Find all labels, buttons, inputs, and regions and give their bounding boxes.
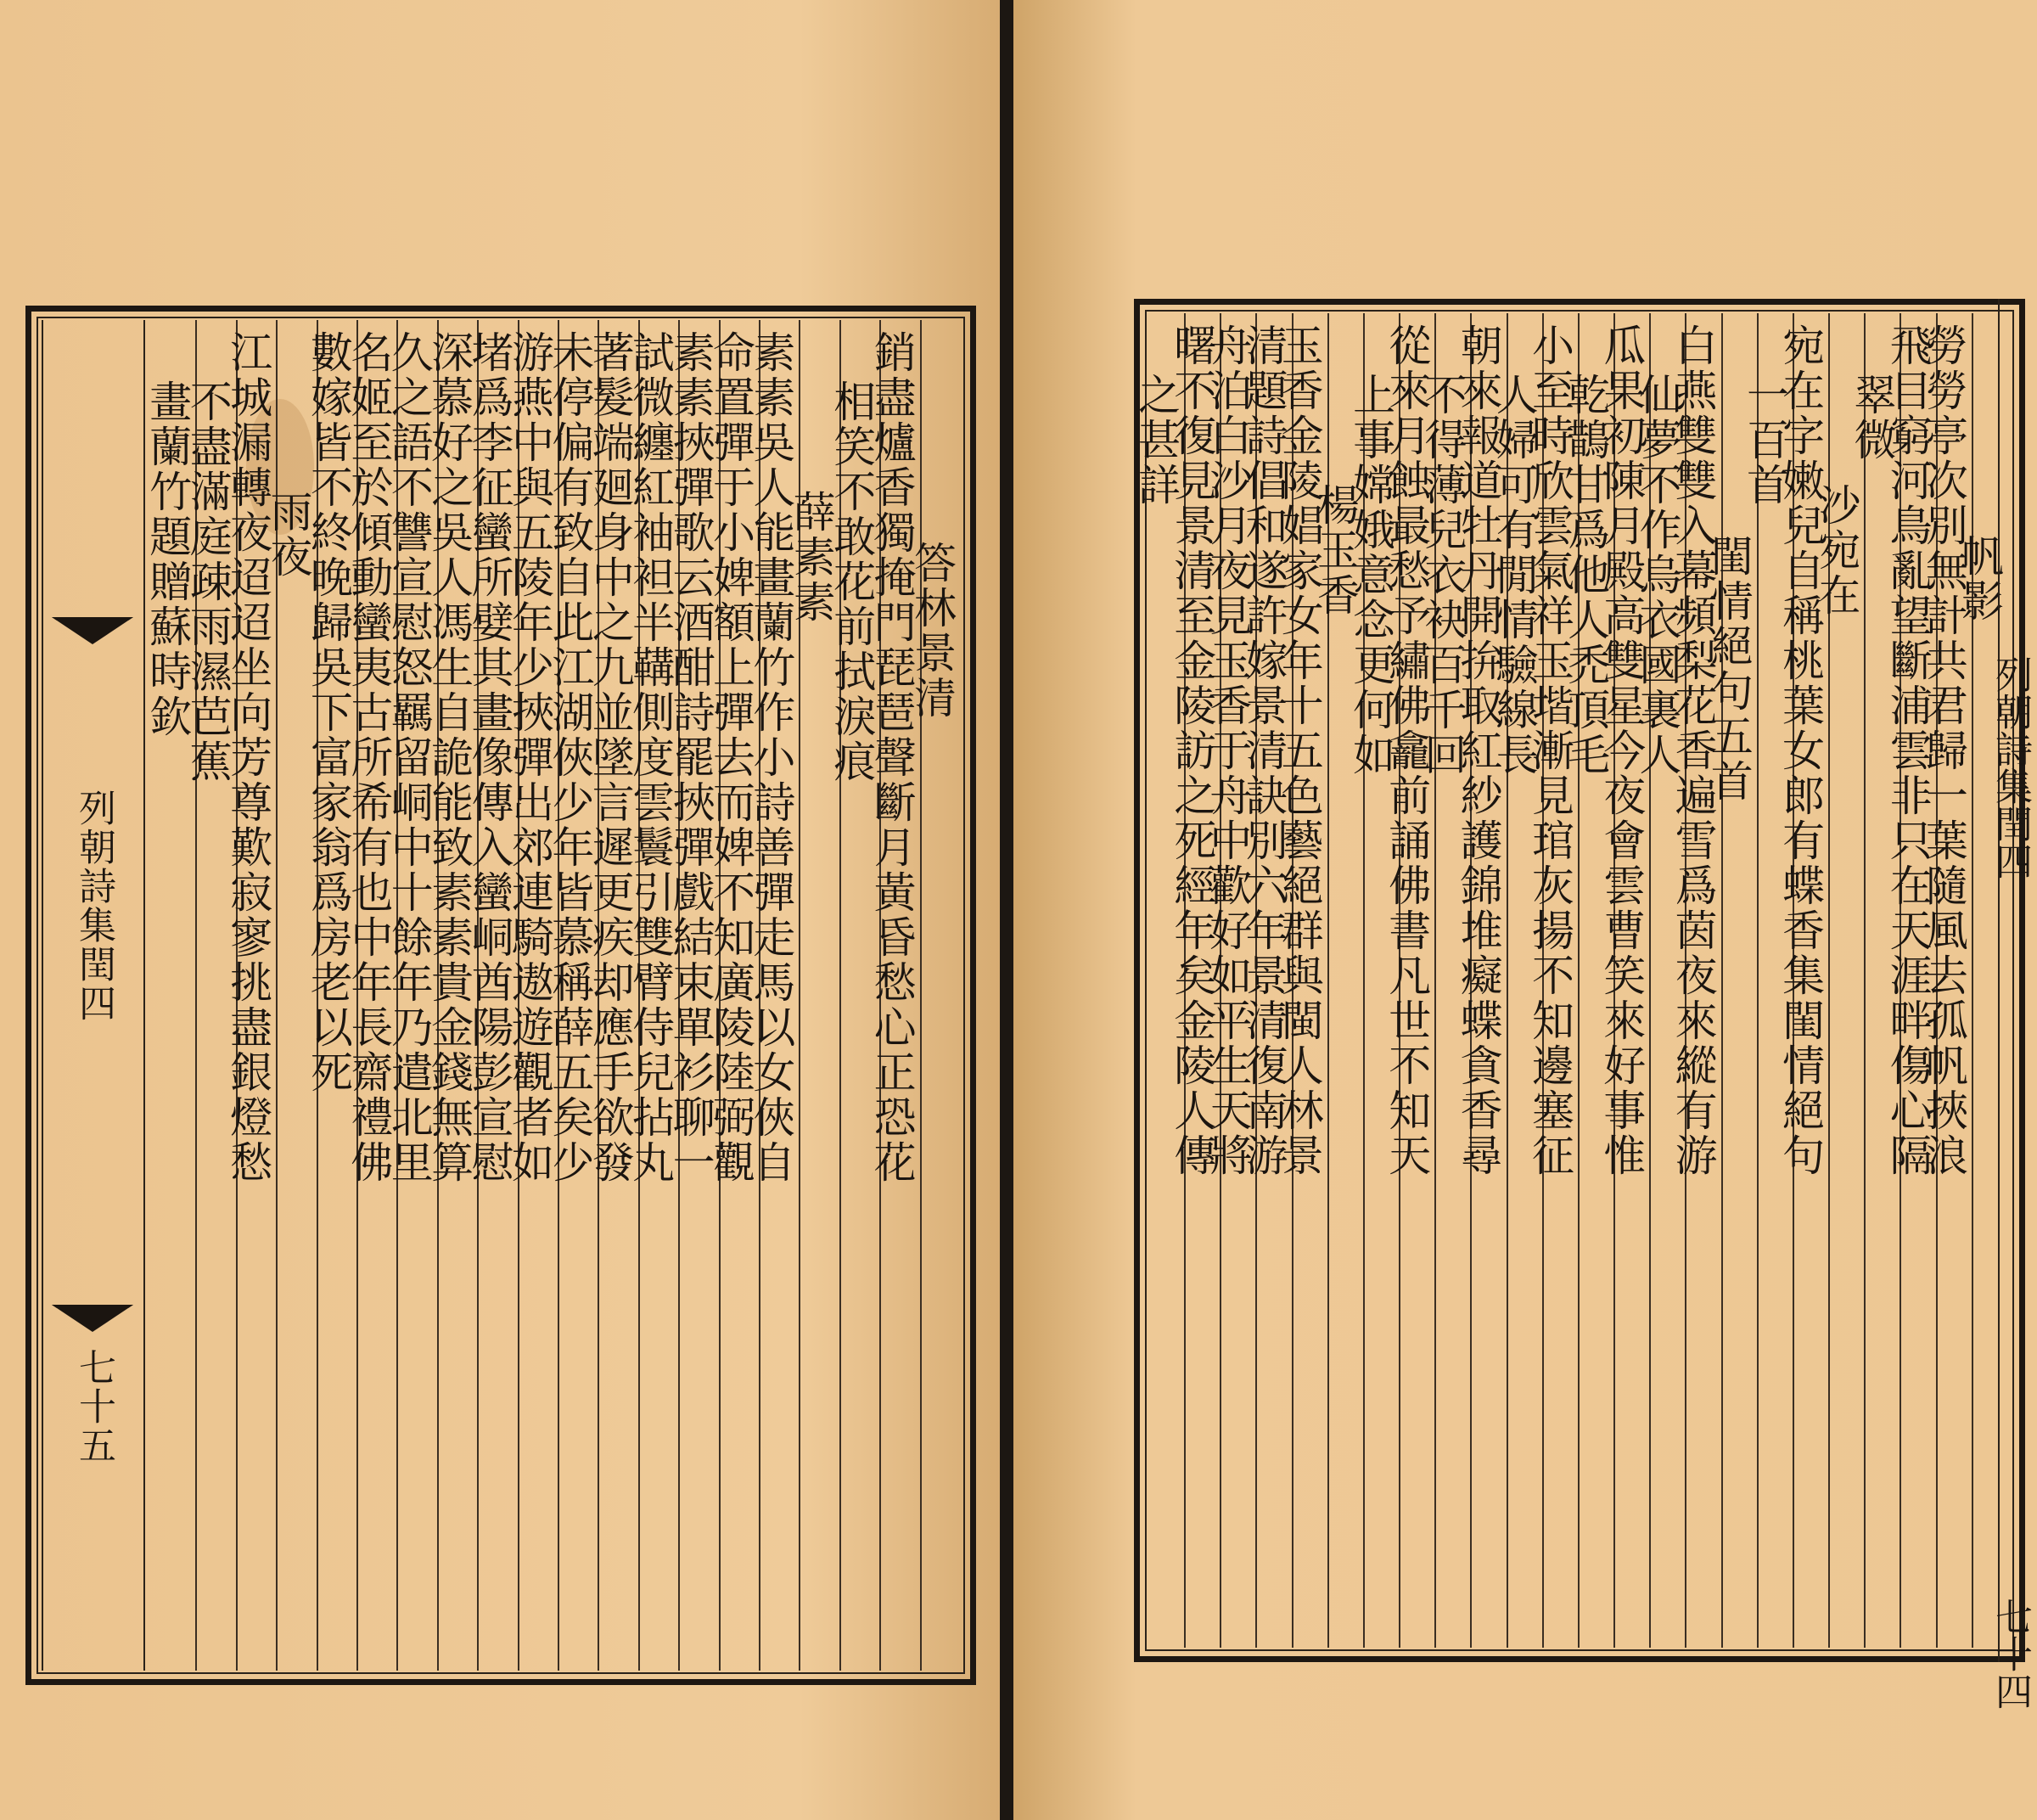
right-page xyxy=(1013,0,2037,1820)
text-column: 之甚詳 xyxy=(1131,373,1181,508)
text-column: 一百首 xyxy=(1757,313,1793,1648)
author-name: 薛素素 xyxy=(799,320,839,1671)
text-column: 玉香金陵娼家女年十五色藝絕群與閩人林景 xyxy=(1292,313,1327,1648)
text-column: 勞勞亭次別無計共君歸一葉隨風去孤帆挾浪 xyxy=(1936,313,1972,1648)
text-column: 素素挾彈歌云酒酣詩罷挾彈戲結束單衫聊一 xyxy=(678,320,718,1671)
folio-number: 七十五 xyxy=(72,1348,115,1465)
text-column: 朝來報道牡丹開拚取紅紗護錦堆癡蝶貪香尋 xyxy=(1470,313,1506,1648)
text-column: 白燕雙雙入幕頻梨花香遍雪爲茵夜來縱有游 xyxy=(1685,313,1720,1648)
text-column: 銷盡爐香獨掩門琵琶聲斷月黃昏愁心正恐花 xyxy=(879,320,919,1671)
poem-title: 雨夜 xyxy=(276,320,316,1671)
left-page-frame xyxy=(25,306,976,1685)
text-column: 人婦可有閒情驗線長 xyxy=(1507,313,1542,1648)
text-column: 江城漏轉夜迢迢坐向芳尊歎寂寥挑盡銀燈愁 xyxy=(236,320,276,1671)
center-title-fragment: 列朝詩集閏四 xyxy=(1989,655,2032,879)
right-center-column-fragment xyxy=(1989,299,2037,1710)
text-column: 深慕好之吳人馮生自詭能致素素貴金錢無算 xyxy=(437,320,477,1671)
left-page xyxy=(0,0,1000,1820)
text-column: 數嫁皆不終晚歸吳下富家翁爲房老以死 xyxy=(317,320,356,1671)
text-column: 清題詩倡和遂許嫁景清訣別六年景清復南游 xyxy=(1255,313,1291,1648)
text-column: 小至時欣雲氣祥玉堦漸見琯灰揚不知邊塞征 xyxy=(1542,313,1578,1648)
text-column: 仙夢不作烏衣國裏人 xyxy=(1649,313,1685,1648)
author-name: 沙宛在 xyxy=(1828,313,1864,1648)
text-column: 舟泊白沙月夜見玉香于舟中歡好如平生天將 xyxy=(1220,313,1255,1648)
text-column: 試微纏紅袖袒半鞲側度雲鬟引雙臂侍兒拈丸 xyxy=(638,320,678,1671)
right-text-columns xyxy=(1131,313,2007,1648)
text-column: 未停偏有致自此江湖俠少年皆慕稱薛五矣少 xyxy=(558,320,598,1671)
text-column: 著髮端廻身中之九並墜言遲更疾却應手欲發 xyxy=(598,320,637,1671)
book-gutter xyxy=(1000,0,1013,1820)
text-column: 瓜果初陳月殿高雙星今夜會雲曹笑來好事惟 xyxy=(1613,313,1649,1648)
text-column: 上事嫦娥意念更何如 xyxy=(1363,313,1399,1648)
author-name: 楊玉香 xyxy=(1327,313,1363,1648)
text-column: 從來月蝕最愁予繡佛龕前誦佛書凡世不知天 xyxy=(1399,313,1434,1648)
left-text-columns xyxy=(143,320,960,1671)
fish-tail-mark-lower xyxy=(52,1305,133,1332)
text-column: 曙不復見景清至金陵訪之死經年矣金陵人傳 xyxy=(1184,313,1220,1648)
text-column: 堵爲李征蠻所嬖其畫像傳入蠻峒酋陽彭宣慰 xyxy=(477,320,517,1671)
text-column: 飛目窮河鳥亂望斷浦雲非只在天涯畔傷心隔 xyxy=(1900,313,1935,1648)
text-column: 命置彈于小婢額上彈去而婢不知廣陵陸弼觀 xyxy=(719,320,759,1671)
text-column: 不得薄兒衣袂百千回 xyxy=(1434,313,1470,1648)
text-column: 素素吳人能畫蘭竹作小詩善彈走馬以女俠自 xyxy=(759,320,799,1671)
text-column: 乾鵲甘爲他人禿頂毛 xyxy=(1578,313,1613,1648)
text-column: 游燕中與五陵年少挾彈出郊連騎遨遊觀者如 xyxy=(518,320,558,1671)
poem-title: 畫蘭竹題贈蘇時欽 xyxy=(143,379,193,739)
text-column: 不盡滿庭疎雨濕芭蕉 xyxy=(195,320,235,1671)
center-title: 列朝詩集閏四 xyxy=(72,789,115,1023)
text-column: 相笑不敢花前拭淚痕 xyxy=(839,320,879,1671)
poem-title: 帆影 xyxy=(1972,313,2007,1648)
poem-title: 答林景清 xyxy=(920,320,960,1671)
text-column: 翠微 xyxy=(1864,313,1900,1648)
text-column: 久之語不讐宣慰怒羈留峒中十餘年乃遣北里 xyxy=(396,320,436,1671)
poem-title: 閨情絕句五首 xyxy=(1721,313,1757,1648)
fish-tail-mark-upper xyxy=(52,617,133,644)
right-page-frame xyxy=(1131,299,2025,1662)
text-column: 名姬至於傾動蠻夷古所希有也中年長齋禮佛 xyxy=(356,320,396,1671)
text-column: 宛在字嫩兒自稱桃葉女郎有蝶香集閨情絕句 xyxy=(1793,313,1828,1648)
folio-number-fragment: 七十四 xyxy=(1989,1598,2032,1710)
left-center-column xyxy=(42,320,145,1671)
